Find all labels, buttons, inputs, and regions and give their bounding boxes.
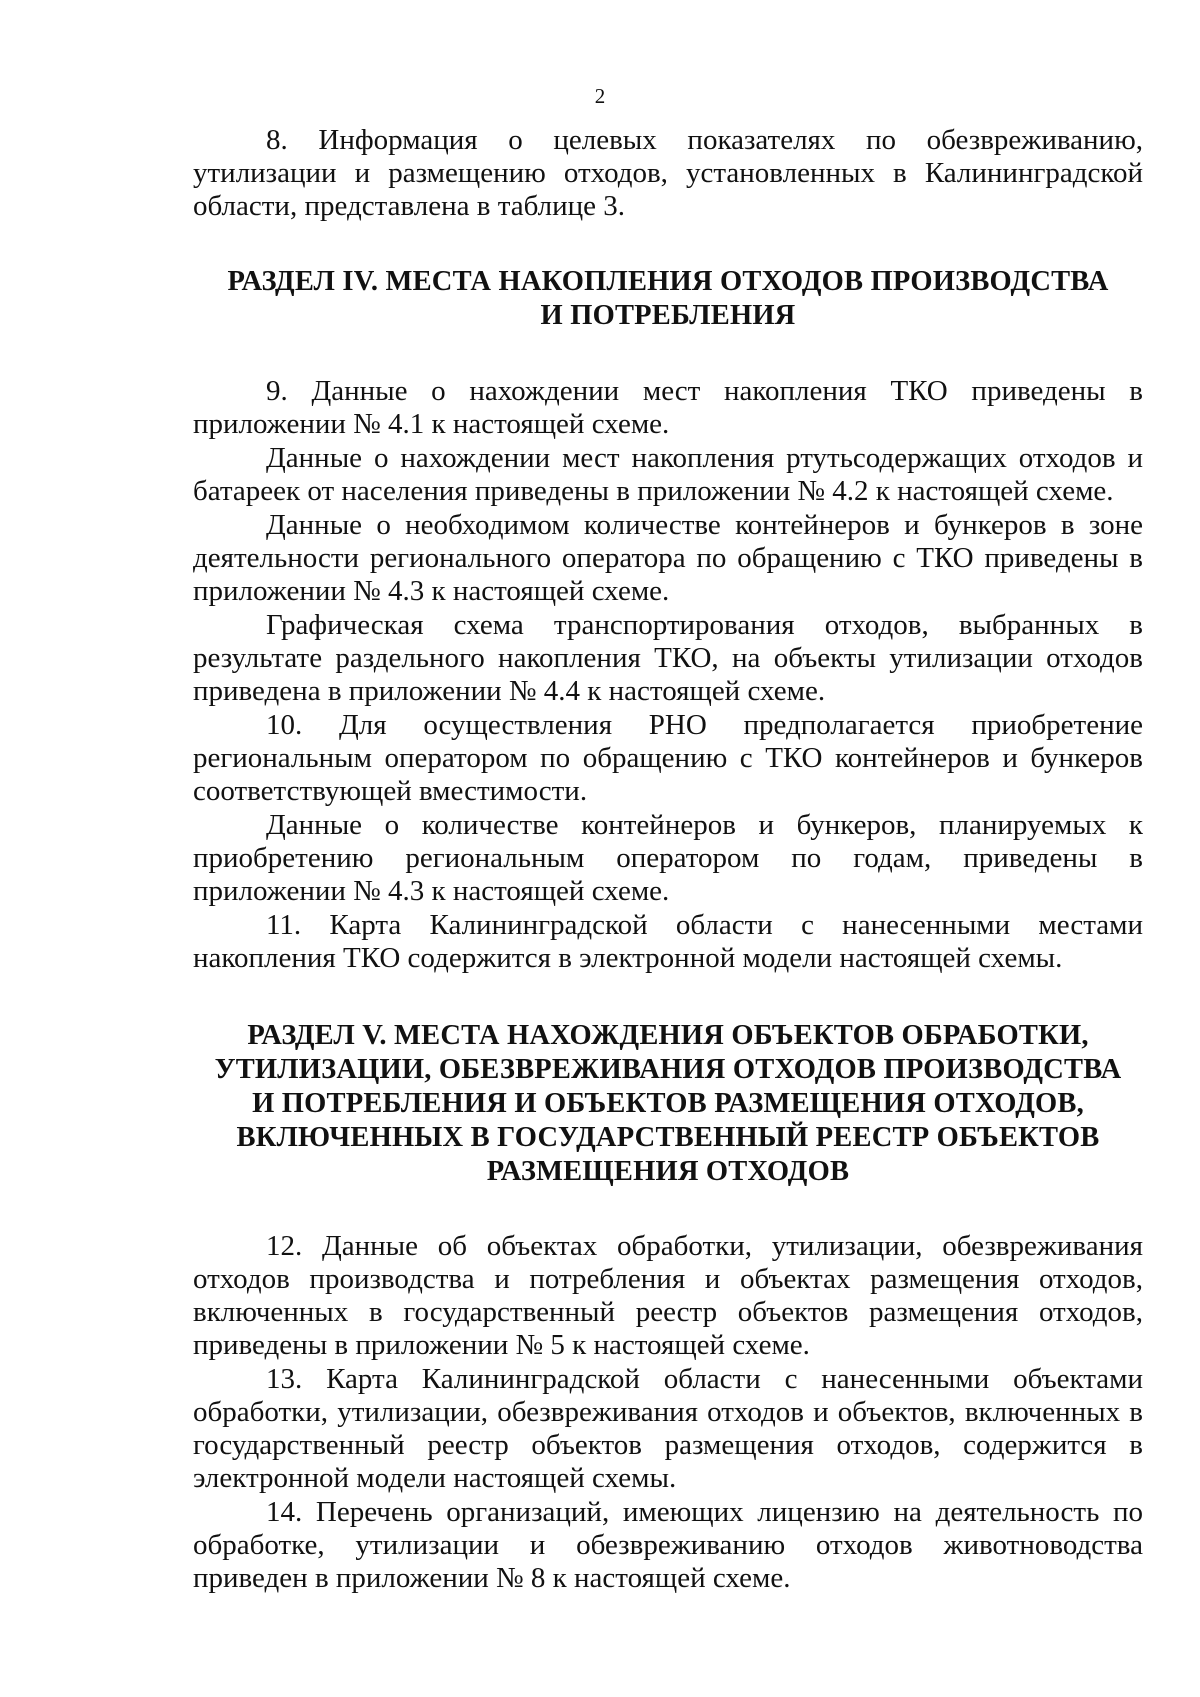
section-4-heading bbox=[193, 265, 1143, 333]
paragraph-11: 11. Карта Калининградской области с нанесенными местами накопления ТКО содержится в электронной модели настоящей схемы. bbox=[193, 909, 1143, 974]
paragraph-9-mercury: Данные о нахождении мест накопления ртутьсодержащих отходов и батареек от населения приведены в приложении № 4.2 к настоящей схеме. bbox=[193, 442, 1143, 507]
section-5-heading-line: ВКЛЮЧЕННЫХ В ГОСУДАРСТВЕННЫЙ РЕЕСТР ОБЪЕКТОВ bbox=[236, 1122, 1100, 1153]
section-5-heading-line: И ПОТРЕБЛЕНИЯ И ОБЪЕКТОВ РАЗМЕЩЕНИЯ ОТХОДОВ, bbox=[252, 1088, 1084, 1119]
document-body bbox=[193, 124, 1143, 1595]
section-5-heading-line: РАЗДЕЛ V. МЕСТА НАХОЖДЕНИЯ ОБЪЕКТОВ ОБРАБОТКИ, bbox=[247, 1020, 1089, 1051]
paragraph-10-planned: Данные о количестве контейнеров и бункеров, планируемых к приобретению региональным оператором по годам, приведены в приложении № 4.3 к настоящей схеме. bbox=[193, 809, 1143, 907]
paragraph-9: 9. Данные о нахождении мест накопления ТКО приведены в приложении № 4.1 к настоящей схеме. bbox=[193, 375, 1143, 440]
section-5-heading-line: РАЗМЕЩЕНИЯ ОТХОДОВ bbox=[486, 1156, 850, 1187]
page-number: 2 bbox=[594, 84, 606, 108]
section-5-heading-line: УТИЛИЗАЦИИ, ОБЕЗВРЕЖИВАНИЯ ОТХОДОВ ПРОИЗВОДСТВА bbox=[214, 1054, 1122, 1085]
paragraph-12: 12. Данные об объектах обработки, утилизации, обезвреживания отходов производства и потребления и объектах размещения отходов, включенных в государственный реестр объектов размещения отходов, приведены в приложении № 5 к настоящей схеме. bbox=[193, 1230, 1143, 1361]
paragraph-10: 10. Для осуществления РНО предполагается приобретение региональным оператором по обращению с ТКО контейнеров и бункеров соответствующей вместимости. bbox=[193, 709, 1143, 807]
paragraph-14: 14. Перечень организаций, имеющих лицензию на деятельность по обработке, утилизации и обезвреживанию отходов животноводства приведен в приложении № 8 к настоящей схеме. bbox=[193, 1496, 1143, 1594]
paragraph-8: 8. Информация о целевых показателях по обезвреживанию, утилизации и размещению отходов, установленных в Калининградской области, представлена в таблице 3. bbox=[193, 124, 1143, 222]
section-5-heading bbox=[193, 1019, 1143, 1189]
paragraph-13: 13. Карта Калининградской области с нанесенными объектами обработки, утилизации, обезвреживания отходов и объектов, включенных в государственный реестр объектов размещения отходов, содержится в электронной модели настоящей схемы. bbox=[193, 1363, 1143, 1494]
paragraph-9-transport-scheme: Графическая схема транспортирования отходов, выбранных в результате раздельного накопления ТКО, на объекты утилизации отходов приведена в приложении № 4.4 к настоящей схеме. bbox=[193, 609, 1143, 707]
paragraph-9-containers: Данные о необходимом количестве контейнеров и бункеров в зоне деятельности регионального оператора по обращению с ТКО приведены в приложении № 4.3 к настоящей схеме. bbox=[193, 509, 1143, 607]
section-4-heading-line: РАЗДЕЛ IV. МЕСТА НАКОПЛЕНИЯ ОТХОДОВ ПРОИЗВОДСТВА bbox=[227, 266, 1109, 297]
section-4-heading-line: И ПОТРЕБЛЕНИЯ bbox=[540, 300, 796, 331]
